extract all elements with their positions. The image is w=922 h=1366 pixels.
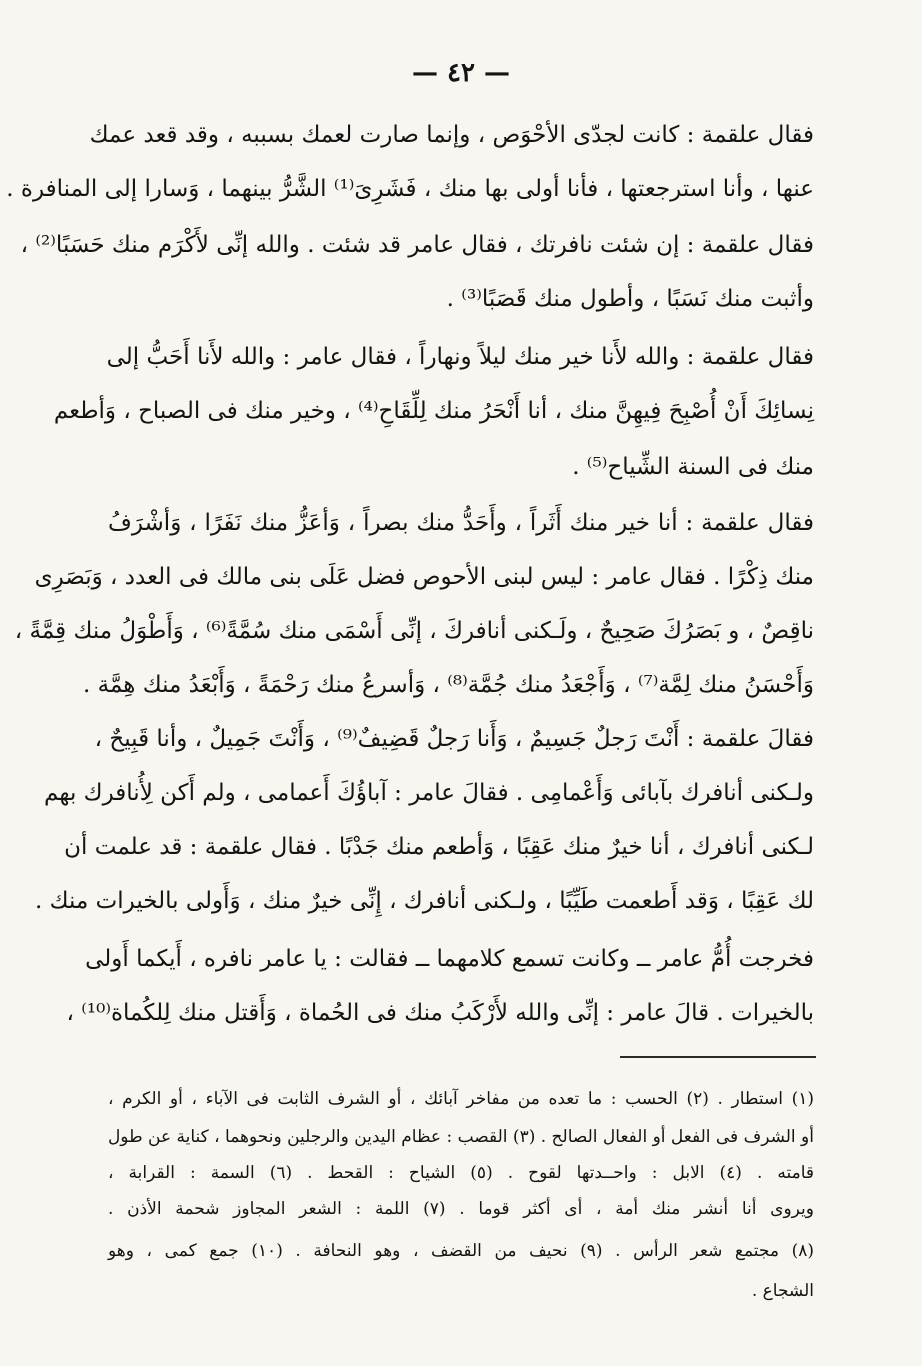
text-line: فقالَ علقمة : أَنْتَ رَجلٌ جَسِيمٌ ، وَأَنا رَجلٌ قَضِيفٌ⁽⁹⁾ ، وَأَنْتَ جَمِيلٌ ، وأنا قَبِيحٌ ، [94, 726, 814, 752]
text-line: لـكنى أنافرك ، أنا خيرٌ منك عَقِبًا ، وَأطعم منك جَدْبًا . فقال علقمة : قد علمت أن [64, 834, 814, 860]
footnote-line: ويروى أنا أنشر منك أمة ، أى أكثر قوما . (٧) اللمة : الشعر المجاوز شحمة الأذن . [108, 1199, 814, 1219]
text-line: فخرجت أُمُّ عامر ــ وكانت تسمع كلامهما ــ فقالت : يا عامر نافره ، أَيكما أَولى [85, 946, 814, 972]
text-line: منك فى السنة الشِّياح⁽⁵⁾ . [572, 454, 814, 480]
text-line: وَأَحْسَنُ منك لِمَّة⁽⁷⁾ ، وَأَجْعَدُ منك جُمَّة⁽⁸⁾ ، وَأسرعُ منك رَحْمَةً ، وَأَبْعَدُ منك هِمَّة . [83, 672, 814, 698]
footnote-line: (٨) مجتمع شعر الرأس . (٩) نحيف من القضف ، وهو النحافة . (١٠) جمع كمى ، وهو [108, 1241, 814, 1261]
text-line: ولـكنى أنافرك بآبائى وَأَعْمامِى . فقالَ عامر : آباؤُكَ أَعمامى ، ولم أَكن لِأُنافرك بهم [44, 780, 814, 806]
footnote-separator [620, 1056, 816, 1058]
text-line: وأثبت منك نَسَبًا ، وأطول منك قَصَبًا⁽³⁾ . [446, 286, 814, 312]
text-line: فقال علقمة : كانت لجدّى الأحْوَص ، وإنما صارت لعمك بسببه ، وقد قعد عمك [89, 122, 814, 148]
text-line: فقال علقمة : والله لأَنا خير منك ليلاً ونهاراً ، فقال عامر : والله لأَنا أَحَبُّ إلى [106, 344, 814, 370]
text-line: بالخيرات . قالَ عامر : إنِّى والله لأَرْكَبُ منك فى الحُماة ، وَأَقتل منك لِلكُماة⁽¹⁰⁾ ، [66, 1000, 814, 1026]
text-line: فقال علقمة : إن شئت نافرتك ، فقال عامر قد شئت . والله إنِّى لأَكْرَم منك حَسَبًا⁽²⁾ ، [20, 232, 814, 258]
footnote-line: (١) استطار . (٢) الحسب : ما تعده من مفاخر آبائك ، أو الشرف الثابت فى الآباء ، أو الكرم ، [108, 1089, 815, 1109]
text-line: ناقِصٌ ، و بَصَرُكَ صَحِيحٌ ، ولَـكنى أنافركَ ، إنِّى أَسْمَى منك سُمَّةً⁽⁶⁾ ، وَأَطْوَلُ منك قِمَّةً ، [14, 618, 814, 644]
footnote-line: قامته . (٤) الابل : واحــدتها لقوح . (٥) الشياح : القحط . (٦) السمة : القرابة ، [108, 1163, 815, 1183]
text-line: نِسائِكَ أَنْ أُصْبِحَ فِيهِنَّ منك ، أنا أَنْحَرُ منك لِلِّقَاحِ⁽⁴⁾ ، وخير منك فى الصباح ، وَأطعم [53, 398, 814, 424]
text-line: لك عَقِبًا ، وَقد أَطعمت طَيِّبًا ، ولـكنى أنافرك ، إِنِّى خيرٌ منك ، وَأَولى بالخيرات منك . [35, 888, 814, 914]
page-number: — ٤٢ — [411, 58, 511, 88]
text-line: منك ذِكْرًا . فقال عامر : ليس لبنى الأحوص فضل عَلَى بنى مالك فى العدد ، وَبَصَرِى [34, 564, 814, 590]
text-line: عنها ، وأنا استرجعتها ، فأنا أولى بها منك ، فَشَرِىَ⁽¹⁾ الشَّرُّ بينهما ، وَسارا إلى المنافرة . [6, 176, 814, 202]
footnote-line: أو الشرف فى الفعل أو الفعال الصالح . (٣) القصب : عظام اليدين والرجلين ونحوهما ، كناية عن طول [107, 1127, 814, 1147]
footnote-line: الشجاع . [751, 1281, 814, 1301]
text-line: فقال علقمة : أنا خير منك أَثَراً ، وأَحَدُّ منك بصراً ، وَأعَزُّ منك نَفَرًا ، وَأشْرَفُ [108, 510, 814, 536]
